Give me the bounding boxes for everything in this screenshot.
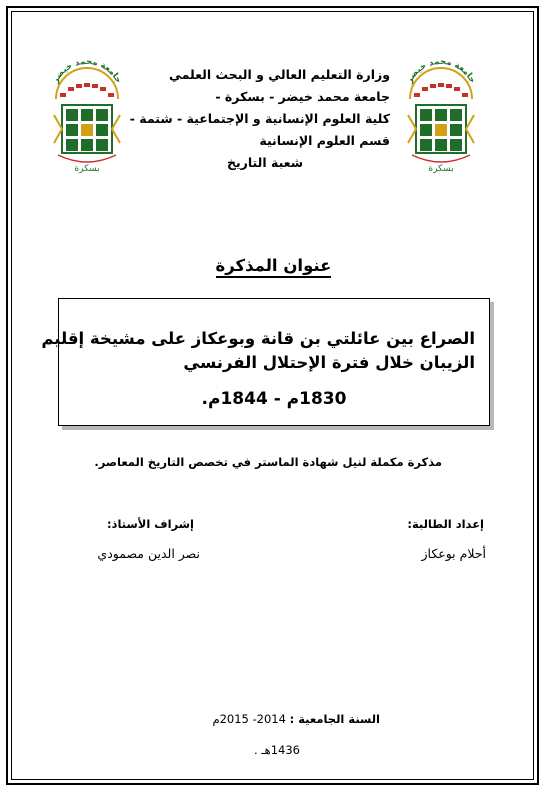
- supervised-by-label: إشراف الأستاذ:: [106, 517, 194, 531]
- prepared-by-label: إعداد الطالبة:: [407, 517, 484, 531]
- thesis-title-label-text: عنوان المذكرة: [216, 256, 332, 278]
- thesis-title-box: [41, 298, 490, 426]
- logo-bottom-text: بسكرة: [74, 164, 100, 174]
- logo-arc-text: جامعة محمد خيضر: [404, 56, 478, 85]
- university-logo-right: [398, 55, 484, 185]
- branch-line: شعبة التاريخ: [226, 155, 304, 170]
- thesis-title-line-1: الصراع بين عائلتي بن قانة وبوعكاز على مشيخة إقليم: [41, 329, 475, 348]
- institution-header: [129, 64, 390, 174]
- academic-year-label: السنة الجامعية :: [289, 712, 380, 726]
- hijri-year: 1436هـ .: [253, 743, 300, 757]
- thesis-title-dates: 1830م - 1844م.: [201, 389, 347, 409]
- logo-arc-text: جامعة محمد خيضر: [50, 56, 124, 85]
- thesis-title-label: [0, 256, 547, 275]
- supervisor-name: نصر الدين مصمودي: [97, 546, 200, 561]
- university-logo-left: [44, 55, 130, 185]
- ministry-line: وزارة التعليم العالي و البحث العلمي: [168, 67, 390, 82]
- academic-year: [180, 712, 380, 726]
- department-line: قسم العلوم الإنسانية: [259, 133, 390, 148]
- thesis-title-line-2: الزيبان خلال فترة الإحتلال الفرنسي: [183, 353, 475, 372]
- university-line: جامعة محمد خيضر - بسكرة -: [215, 89, 390, 104]
- thesis-subtitle: مذكرة مكملة لنيل شهادة الماستر في تخصص التاريخ المعاصر.: [94, 455, 442, 469]
- student-name: أحلام بوعكاز: [421, 546, 486, 561]
- faculty-line: كلية العلوم الإنسانية و الإجتماعية - شتمة -: [129, 111, 390, 126]
- logo-bottom-text: بسكرة: [428, 164, 454, 174]
- academic-year-value: 2014- 2015م: [212, 712, 286, 726]
